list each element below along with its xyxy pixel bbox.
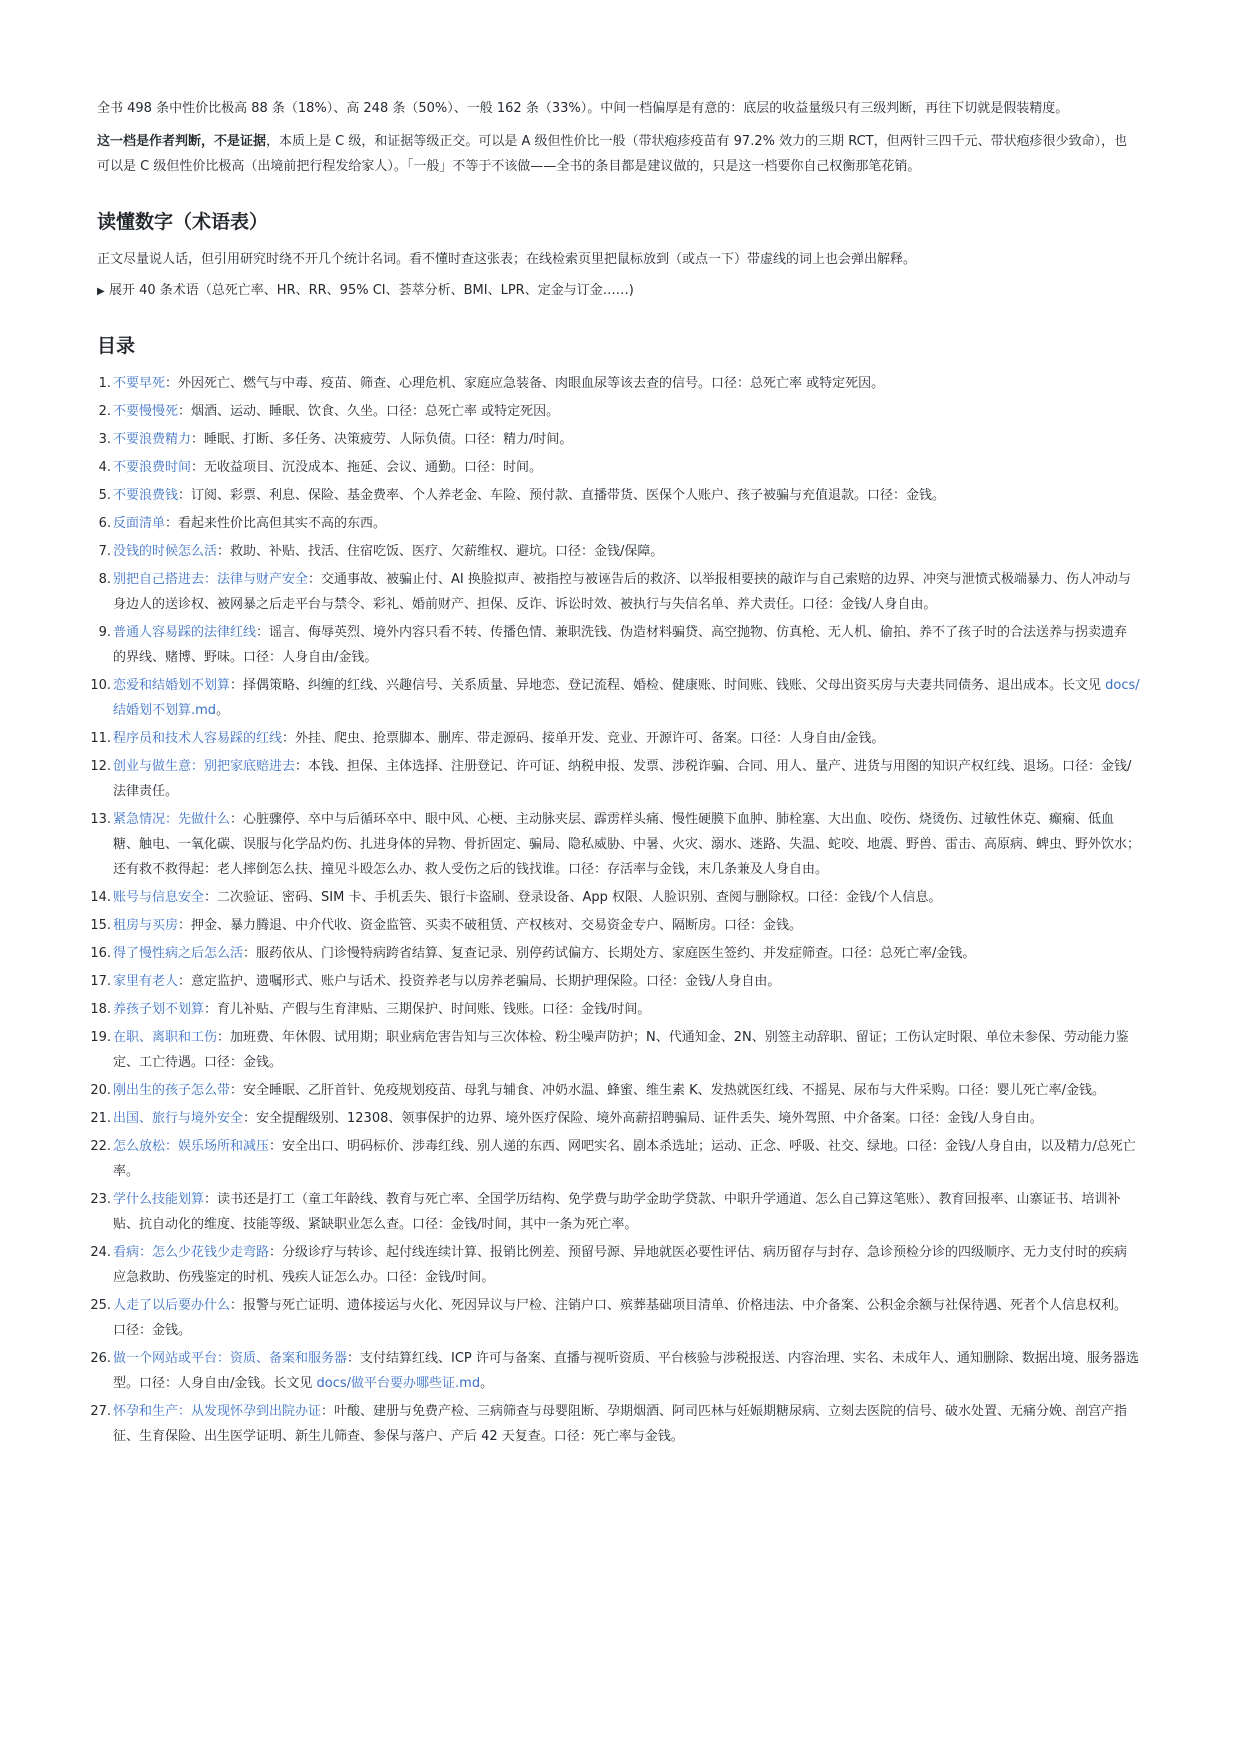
toc-item-number: 12. [90,759,111,774]
toc-item [90,726,1140,751]
toc-item [97,620,1140,670]
toc-item-number: 9. [98,625,111,640]
toc-item-link[interactable]: 没钱的时候怎么活 [113,544,218,559]
toc-item-number: 1. [98,376,111,391]
toc-item [90,1106,1140,1131]
toc-item-link[interactable]: 人走了以后要办什么 [113,1298,231,1313]
toc-item-number: 8. [98,572,111,587]
toc-item-link[interactable]: 反面清单 [113,516,166,531]
toc-item-number: 20. [90,1083,111,1098]
toc-item-link[interactable]: 学什么技能划算 [113,1192,205,1207]
intro-paragraph-2 [97,129,1140,179]
toc-item [97,399,1140,424]
toc-item [97,371,1140,396]
toc-item-description: ：分级诊疗与转诊、起付线连续计算、报销比例差、预留号源、异地就医必要性评估、病历留存与封存、急诊预检分诊的四级顺序、无力支付时的疾病应急救助、伤残鉴定的时机、残疾人证怎么办。口径：金钱/时间。 [113,1245,1128,1285]
toc-item-description: ：意定监护、遗嘱形式、账户与话术、投资养老与以房养老骗局、长期护理保险。口径：金钱/人身自由。 [178,974,781,989]
toc-item-number: 24. [90,1245,111,1260]
toc-item-link[interactable]: 别把自己搭进去：法律与财产安全 [113,572,309,587]
toc-item-description: ：叶酸、建册与免费产检、三病筛查与母婴阻断、孕期烟酒、阿司匹林与妊娠期糖尿病、立刻去医院的信号、破水处置、无痛分娩、剖宫产指征、生育保险、出生医学证明、新生儿筛查、参保与落户、产后 42 天复查。口径：死亡率与金钱。 [113,1404,1128,1444]
toc-item-description: ：安全出口、明码标价、涉毒红线、别人递的东西、网吧实名、剧本杀选址；运动、正念、呼吸、社交、绿地。口径：金钱/人身自由，以及精力/总死亡率。 [113,1139,1136,1179]
toc-item [97,427,1140,452]
toc-item-description: ：看起来性价比高但其实不高的东西。 [165,516,387,531]
toc-item-number: 10. [90,678,111,693]
toc-item-description: ：本钱、担保、主体选择、注册登记、许可证、纳税申报、发票、涉税诈骗、合同、用人、量产、进货与用图的知识产权红线、退场。口径：金钱/法律责任。 [113,759,1132,799]
toc-item-number: 15. [90,918,111,933]
toc-item [97,455,1140,480]
toc-item-tail: 。 [480,1376,494,1391]
toc-item-description: ：育儿补贴、产假与生育津贴、三期保护、时间账、钱账。口径：金钱/时间。 [204,1002,651,1017]
toc-item [90,997,1140,1022]
intro-bold-lead: 这一档是作者判断，不是证据 [97,134,267,149]
toc-item-link[interactable]: 不要浪费精力 [113,432,192,447]
toc-heading: 目录 [97,335,136,357]
toc-item-link[interactable]: 账号与信息安全 [113,890,205,905]
toc-item [90,807,1141,882]
toc-item-description: ：睡眠、打断、多任务、决策疲劳、人际负债。口径：精力/时间。 [191,432,573,447]
intro-paragraph-1: 全书 498 条中性价比极高 88 条（18%）、高 248 条（50%）、一般 162 条（33%）。中间一档偏厚是有意的：底层的收益量级只有三级判断，再往下切就是假装精度。 [97,101,1069,116]
toc-item [90,913,1140,938]
toc-item-description: ：服药依从、门诊慢特病跨省结算、复查记录、别停药试偏方、长期处方、家庭医生签约、并发症筛查。口径：总死亡率/金钱。 [243,946,976,961]
toc-item-number: 14. [90,890,111,905]
toc-item-link[interactable]: 怀孕和生产：从发现怀孕到出院办证 [113,1404,322,1419]
toc-item-number: 7. [98,544,111,559]
toc-item-description: ：救助、补贴、找活、住宿吃饭、医疗、欠薪维权、避坑。口径：金钱/保障。 [217,544,664,559]
toc-item [90,941,1140,966]
toc-item-description: ：心脏骤停、卒中与后循环卒中、眼中风、心梗、主动脉夹层、霹雳样头痛、慢性硬膜下血肿、肺栓塞、大出血、咬伤、烧烫伤、过敏性休克、癫痫、低血糖、触电、一氧化碳、误服与化学品灼伤、扎进身体的异物、骨折固定、骗局、隐私威胁、中暑、火灾、溺水、迷路、失温、蛇咬、地震、野兽、雷击、高原病、蜱虫、野外饮水；还有救不救得起：老人摔倒怎么扶、撞见斗殴怎么办、救人受伤之后的钱找谁。口径：存活率与金钱，末几条兼及人身自由。 [113,812,1141,877]
toc-item-link[interactable]: 紧急情况：先做什么 [113,812,231,827]
toc-item [90,885,1140,910]
toc-item-link[interactable]: 恋爱和结婚划不划算 [113,678,231,693]
toc-item-link[interactable]: 刚出生的孩子怎么带 [113,1083,231,1098]
toc-item-number: 23. [90,1192,111,1207]
toc-item-number: 16. [90,946,111,961]
toc-item [90,1399,1140,1449]
toc-item-link[interactable]: 租房与买房 [113,918,179,933]
toc-item-number: 5. [98,488,111,503]
toc-item-number: 6. [98,516,111,531]
toc-item [90,1293,1140,1343]
toc-item-link[interactable]: 不要慢慢死 [113,404,179,419]
toc-item [90,1187,1140,1237]
toc-item-description: ：烟酒、运动、睡眠、饮食、久坐。口径：总死亡率 或特定死因。 [178,404,560,419]
toc-item-number: 13. [90,812,111,827]
terms-heading: 读懂数字（术语表） [97,211,269,233]
toc-item [90,754,1140,804]
toc-item [97,567,1140,617]
toc-item-number: 27. [90,1404,111,1419]
terms-expand-label: 展开 40 条术语（总死亡率、HR、RR、95% CI、荟萃分析、BMI、LPR、定金与订金……) [109,283,634,298]
toc-item-description: ：外挂、爬虫、抢票脚本、删库、带走源码、接单开发、竞业、开源许可、备案。口径：人身自由/金钱。 [282,731,885,746]
toc-item-number: 19. [90,1030,111,1045]
toc-item-description: ：读书还是打工（童工年龄线、教育与死亡率、全国学历结构、免学费与助学金助学贷款、中职升学通道、怎么自己算这笔账）、教育回报率、山寨证书、培训补贴、抗自动化的维度、技能等级、紧缺职业怎么查。口径：金钱/时间，其中一条为死亡率。 [113,1192,1121,1232]
toc-item [90,1078,1140,1103]
toc-item-number: 17. [90,974,111,989]
toc-item-link[interactable]: 得了慢性病之后怎么活 [113,946,244,961]
toc-item-number: 26. [90,1351,111,1366]
toc-item-number: 4. [98,460,111,475]
toc-item-description: ：安全睡眠、乙肝首针、免疫规划疫苗、母乳与辅食、冲奶水温、蜂蜜、维生素 K、发热就医红线、不摇晃、尿布与大件采购。口径：婴儿死亡率/金钱。 [230,1083,1106,1098]
toc-item [97,483,1140,508]
toc-item-link[interactable]: 在职、离职和工伤 [113,1030,218,1045]
toc-item-description: ：押金、暴力腾退、中介代收、资金监管、买卖不破租赁、产权核对、交易资金专户、隔断房。口径：金钱。 [178,918,803,933]
toc-item-description: ：支付结算红线、ICP 许可与备案、直播与视听资质、平台核验与涉税报送、内容治理、实名、未成年人、通知删除、数据出境、服务器选型。口径：人身自由/金钱。长文见 [113,1351,1139,1391]
toc-item-number: 11. [90,731,111,746]
triangle-right-icon: ▶ [97,286,105,297]
toc-item-doc-link[interactable]: docs/结婚划不划算.md [113,678,1140,718]
toc-item [97,539,1140,564]
toc-item-tail: 。 [216,703,230,718]
toc-item-description: ：订阅、彩票、利息、保险、基金费率、个人养老金、车险、预付款、直播带货、医保个人账户、孩子被骗与充值退款。口径：金钱。 [178,488,946,503]
toc-item [90,1025,1140,1075]
toc-item-number: 18. [90,1002,111,1017]
toc-item-link[interactable]: 怎么放松：娱乐场所和减压 [113,1139,270,1154]
toc-item [90,1346,1140,1396]
intro-paragraph-2-rest: ，本质上是 C 级，和证据等级正交。可以是 A 级但性价比一般（带状疱疹疫苗有 97.2% 效力的三期 RCT，但两针三四千元、带状疱疹很少致命），也可以是 C 级但性价比极高（出境前把行程发给家人）。「一般」不等于不该做——全书的条目都是建议做的，只是这一档要你自己权衡那笔花销。 [97,134,1128,174]
toc-item-description: ：外因死亡、燃气与中毒、疫苗、筛查、心理危机、家庭应急装备、肉眼血尿等该去查的信号。口径：总死亡率 或特定死因。 [165,376,885,391]
toc-item-number: 25. [90,1298,111,1313]
toc-item-link[interactable]: 家里有老人 [113,974,179,989]
toc-item [90,1134,1140,1184]
toc-item-description: ：交通事故、被骗止付、AI 换脸拟声、被指控与被诬告后的救济、以举报相要挟的敲诈与自己索赔的边界、冲突与泄愤式极端暴力、伤人冲动与身边人的送诊权、被网暴之后走平台与禁令、彩礼、婚前财产、担保、反诈、诉讼时效、被执行与失信名单、养犬责任。口径：金钱/人身自由。 [113,572,1131,612]
toc-item-description: ：谣言、侮辱英烈、境外内容只看不转、传播色情、兼职洗钱、伪造材料骗贷、高空抛物、仿真枪、无人机、偷拍、养不了孩子时的合法送养与拐卖遗弃的界线、赌博、野味。口径：人身自由/金钱。 [113,625,1128,665]
toc-item-link[interactable]: 不要浪费时间 [113,460,192,475]
toc-item-link[interactable]: 看病：怎么少花钱少走弯路 [113,1245,270,1260]
toc-item-description: ：加班费、年休假、试用期；职业病危害告知与三次体检、粉尘噪声防护；N、代通知金、2N、别签主动辞职、留证；工伤认定时限、单位未参保、劳动能力鉴定、工亡待遇。口径：金钱。 [113,1030,1129,1070]
toc-item-number: 2. [98,404,111,419]
toc-item-number: 21. [90,1111,111,1126]
toc-item-link[interactable]: 出国、旅行与境外安全 [113,1111,244,1126]
toc-item-link[interactable]: 程序员和技术人容易踩的红线 [113,731,283,746]
toc-item-number: 22. [90,1139,111,1154]
toc-item-link[interactable]: 养孩子划不划算 [113,1002,205,1017]
toc-item [90,1240,1140,1290]
toc-item-link[interactable]: 不要浪费钱 [113,488,179,503]
toc-item [90,969,1140,994]
toc-item-link[interactable]: 普通人容易踩的法律红线 [113,625,257,640]
toc-item-doc-link[interactable]: docs/做平台要办哪些证.md [316,1376,481,1391]
terms-expand-toggle[interactable] [97,278,1140,304]
toc-item-description: ：无收益项目、沉没成本、拖延、会议、通勤。口径：时间。 [191,460,543,475]
toc-item-description: ：择偶策略、纠缠的红线、兴趣信号、关系质量、异地恋、登记流程、婚检、健康账、时间账、钱账、父母出资买房与夫妻共同债务、退出成本。长文见 [230,678,1106,693]
toc-list [90,371,1141,1449]
toc-item [97,511,1140,536]
toc-item-link[interactable]: 做一个网站或平台：资质、备案和服务器 [113,1351,348,1366]
toc-item-number: 3. [98,432,111,447]
terms-intro: 正文尽量说人话，但引用研究时绕不开几个统计名词。看不懂时查这张表；在线检索页里把鼠标放到（或点一下）带虚线的词上也会弹出解释。 [97,252,917,267]
toc-item-description: ：安全提醒级别、12308、领事保护的边界、境外医疗保险、境外高薪招聘骗局、证件丢失、境外驾照、中介备案。口径：金钱/人身自由。 [243,1111,1043,1126]
toc-item-link[interactable]: 不要早死 [113,376,166,391]
toc-item-description: ：报警与死亡证明、遗体接运与火化、死因异议与尸检、注销户口、殡葬基础项目清单、价格违法、中介备案、公积金余额与社保待遇、死者个人信息权利。口径：金钱。 [113,1298,1128,1338]
toc-item [90,673,1140,723]
toc-item-description: ：二次验证、密码、SIM 卡、手机丢失、银行卡盗刷、登录设备、App 权限、人脸识别、查阅与删除权。口径：金钱/个人信息。 [204,890,942,905]
toc-item-link[interactable]: 创业与做生意：别把家底赔进去 [113,759,296,774]
